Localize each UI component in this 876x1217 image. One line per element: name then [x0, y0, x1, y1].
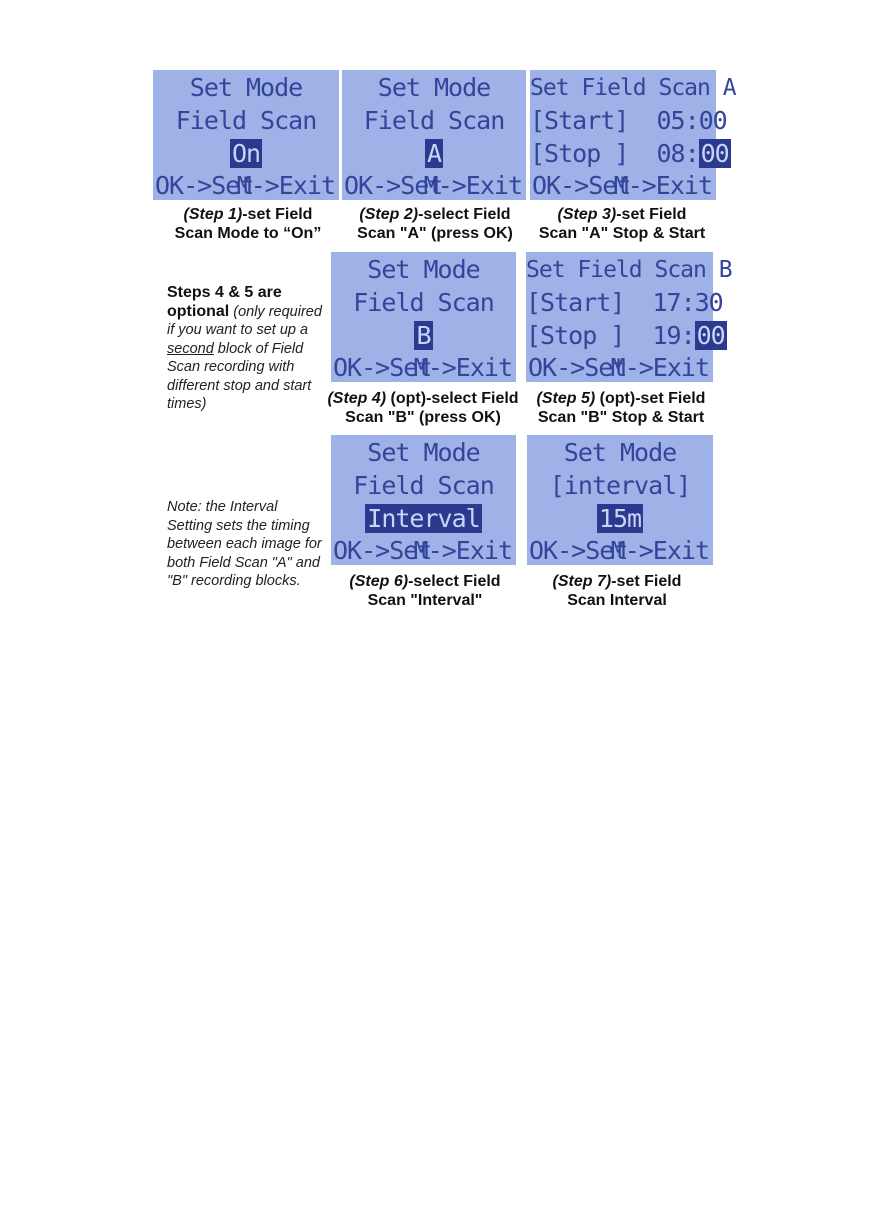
caption-step5 [526, 389, 716, 427]
m-exit-hint: M->Exit [613, 171, 712, 200]
lcd-selected-value: B [416, 321, 431, 350]
caption-text: Scan "B" (press OK) [345, 409, 501, 426]
lcd-selected-value: A [426, 139, 442, 168]
ok-set-hint: OK->Set [333, 536, 432, 565]
ok-set-hint: OK->Set [529, 536, 628, 565]
m-exit-hint: M->Exit [423, 171, 522, 200]
step-label: (Step 7) [552, 573, 612, 590]
lcd-line [530, 138, 729, 170]
ok-set-hint: OK->Set [528, 353, 627, 382]
lcd-selected-value: 15m [598, 504, 642, 533]
stop-label: [Stop ] [530, 139, 629, 168]
optional-steps-note [167, 284, 327, 414]
caption-text: -set Field [242, 206, 313, 223]
lcd-screen-step7 [527, 435, 713, 565]
stop-time-minutes-selected: 00 [696, 321, 725, 350]
lcd-line: Set Mode [367, 255, 480, 284]
lcd-screen-step2 [342, 70, 526, 200]
lcd-footer [527, 535, 713, 567]
stop-time-hours: 08: [656, 139, 699, 168]
caption-text: -set Field [611, 573, 682, 590]
ok-set-hint: OK->Set [532, 171, 631, 200]
lcd-line [153, 138, 339, 170]
step-label: (Step 5) [536, 390, 596, 407]
optional-note-text: block of Field Scan recording with different stop and start times) [167, 340, 312, 412]
caption-text: Scan Mode to “On” [174, 225, 322, 242]
lcd-screen-step1 [153, 70, 339, 200]
caption-text: Scan "A" Stop & Start [538, 225, 706, 242]
lcd-footer [331, 352, 516, 384]
caption-text: Scan Interval [567, 592, 667, 609]
step-label: (Step 1) [183, 206, 243, 223]
caption-step6 [330, 572, 520, 610]
lcd-footer [530, 170, 716, 202]
lcd-line [526, 320, 725, 352]
m-exit-hint: M->Exit [413, 353, 512, 382]
stop-time-hours: 19: [652, 321, 695, 350]
caption-text: -select Field [408, 573, 501, 590]
lcd-screen-step4 [331, 252, 516, 382]
lcd-line: Set Field Scan B [526, 257, 732, 283]
caption-step3 [524, 205, 720, 243]
lcd-screen-step6 [331, 435, 516, 565]
m-exit-hint: M->Exit [610, 353, 709, 382]
lcd-selected-value: On [231, 139, 261, 168]
caption-step4 [318, 389, 528, 427]
step-label: (Step 3) [557, 206, 617, 223]
caption-text: Scan "A" (press OK) [357, 225, 513, 242]
ok-set-hint: OK->Set [333, 353, 432, 382]
start-time: 05:00 [656, 106, 727, 135]
m-exit-hint: M->Exit [413, 536, 512, 565]
caption-step1 [153, 205, 343, 243]
m-exit-hint: M->Exit [610, 536, 709, 565]
lcd-line: Set Mode [563, 438, 677, 467]
lcd-line [342, 138, 526, 170]
interval-note: Note: the Interval Setting sets the timing between each image for both Field Scan "A" and "B" recording blocks. [167, 499, 322, 589]
caption-text: -set Field [616, 206, 687, 223]
ok-set-hint: OK->Set [344, 171, 443, 200]
step-label: (Step 6) [349, 573, 409, 590]
lcd-screen-step3 [530, 70, 736, 200]
lcd-line [527, 503, 713, 535]
lcd-line [331, 503, 516, 535]
lcd-line: [interval] [549, 471, 691, 500]
caption-step7 [522, 572, 712, 610]
m-exit-hint: M->Exit [236, 171, 335, 200]
caption-text: Scan "B" Stop & Start [537, 409, 705, 426]
lcd-line [530, 105, 727, 137]
stop-label: [Stop ] [526, 321, 625, 350]
lcd-selected-value: Interval [367, 504, 480, 533]
lcd-footer [342, 170, 526, 202]
start-label: [Start] [530, 106, 629, 135]
stop-time-minutes-selected: 00 [700, 139, 729, 168]
caption-text: -select Field [418, 206, 511, 223]
step-label: (Step 4) [327, 390, 387, 407]
optional-note-heading: Steps 4 & 5 are optional [167, 284, 282, 320]
ok-set-hint: OK->Set [155, 171, 254, 200]
lcd-line: Set Mode [189, 73, 303, 102]
caption-step2 [340, 205, 530, 243]
caption-text: (opt)-set Field [595, 390, 706, 407]
lcd-line: Field Scan [353, 288, 494, 317]
lcd-line: Field Scan [175, 106, 317, 135]
lcd-line: Field Scan [353, 471, 494, 500]
optional-note-underlined: second [167, 340, 214, 357]
lcd-line: Set Field Scan A [530, 75, 736, 101]
start-time: 17:30 [652, 288, 723, 317]
lcd-line: Set Mode [377, 73, 491, 102]
start-label: [Start] [526, 288, 625, 317]
lcd-footer [526, 352, 713, 384]
lcd-footer [153, 170, 339, 202]
lcd-footer [331, 535, 516, 567]
caption-text: Scan "Interval" [367, 592, 483, 609]
lcd-line: Field Scan [363, 106, 505, 135]
optional-note-text: (only required if you want to set up a [167, 303, 322, 338]
lcd-line [526, 287, 723, 319]
lcd-line [331, 320, 516, 352]
step-label: (Step 2) [359, 206, 419, 223]
lcd-screen-step5 [526, 252, 732, 382]
caption-text: (opt)-select Field [386, 390, 519, 407]
lcd-line: Set Mode [367, 438, 480, 467]
